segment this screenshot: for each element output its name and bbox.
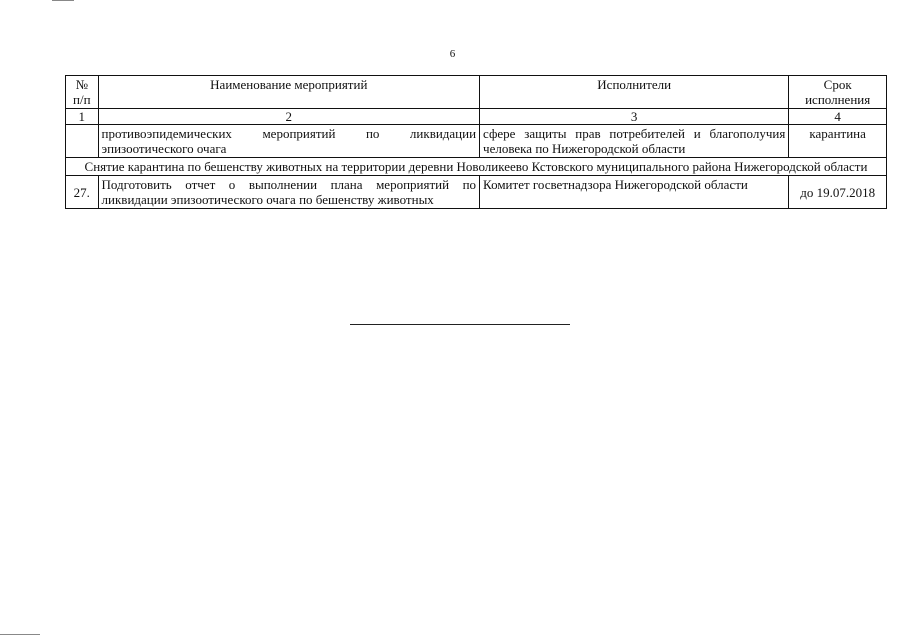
column-number: 2 [98, 109, 480, 125]
header-name: Наименование мероприятий [98, 76, 480, 109]
row-name-cell: противоэпидемических мероприятий по ликвидации эпизоотического очага [98, 125, 480, 158]
header-term: Срок исполнения [789, 76, 887, 109]
column-number: 3 [480, 109, 789, 125]
closing-line [350, 324, 570, 325]
scan-artifact-line [0, 634, 40, 635]
column-numbers-row [66, 109, 887, 125]
row-term-cell: до 19.07.2018 [789, 176, 887, 209]
row-num-cell [66, 125, 99, 158]
table-row [66, 125, 887, 158]
row-executors-cell: Комитет госветнадзора Нижегородской области [480, 176, 789, 209]
table-header-row [66, 76, 887, 109]
header-num: № п/п [66, 76, 99, 109]
header-executors: Исполнители [480, 76, 789, 109]
row-num-cell: 27. [66, 176, 99, 209]
table-row [66, 176, 887, 209]
row-executors-cell: сфере защиты прав потребителей и благополучия человека по Нижегородской области [480, 125, 789, 158]
scan-artifact-line [52, 0, 74, 1]
section-heading-row [66, 158, 887, 176]
row-name-cell: Подготовить отчет о выполнении плана мероприятий по ликвидации эпизоотического очага по бешенству животных [98, 176, 480, 209]
page-number: 6 [449, 48, 456, 60]
measures-table [65, 75, 887, 209]
column-number: 1 [66, 109, 99, 125]
row-term-cell: карантина [789, 125, 887, 158]
section-title: Снятие карантина по бешенству животных на территории деревни Новоликеево Кстовского муниципального района Нижегородской области [66, 158, 887, 176]
column-number: 4 [789, 109, 887, 125]
